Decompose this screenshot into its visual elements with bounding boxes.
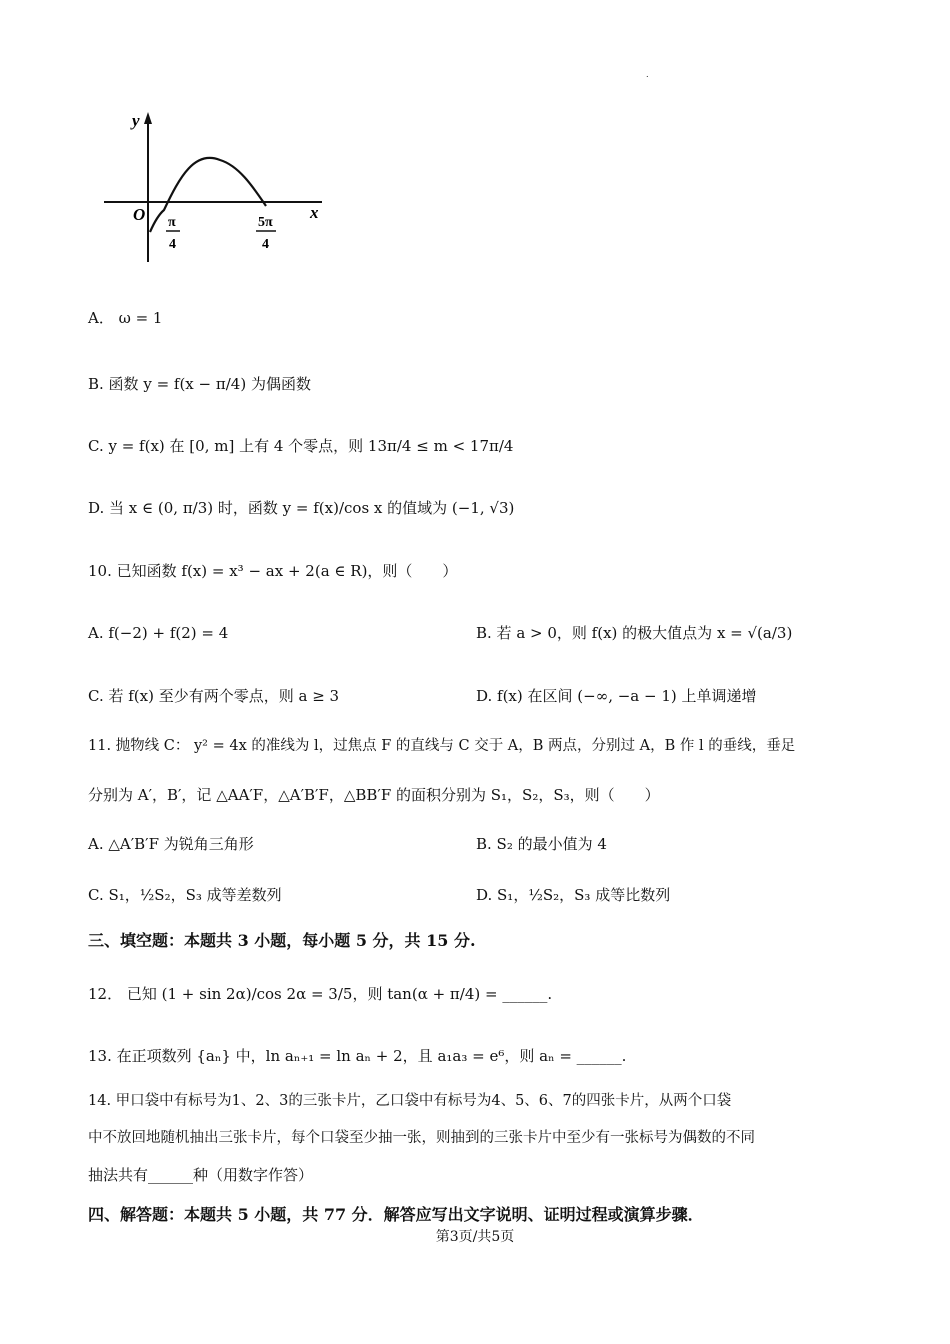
tick-pi-over-4-den: 4 [169, 237, 176, 252]
tick-pi-over-4-num: π [168, 215, 176, 230]
q11-stem-line1: 11. 抛物线 C： y² = 4x 的准线为 l，过焦点 F 的直线与 C 交于 A，B 两点，分别过 A，B 作 l 的垂线，垂足 [88, 738, 796, 754]
q9-option-c: C. y = f(x) 在 [0, m] 上有 4 个零点，则 13π/4 ≤ m < 17π/4 [88, 437, 514, 455]
tick-5pi-over-4-den: 4 [262, 237, 269, 252]
q12: 12． 已知 (1 + sin 2α)/cos 2α = 3/5，则 tan(α + π/4) = ______. [88, 985, 553, 1003]
q11-option-b: B. S₂ 的最小值为 4 [476, 835, 607, 853]
page-footer: 第3页/共5页 [435, 1229, 515, 1245]
q9-option-d: D. 当 x ∈ (0, π/3) 时，函数 y = f(x)/cos x 的值域为 (−1, √3) [88, 499, 515, 517]
sine-graph [100, 110, 340, 270]
q13: 13. 在正项数列 {aₙ} 中，ln aₙ₊₁ = ln aₙ + 2，且 a₁a₃ = e⁶，则 aₙ = ______. [88, 1047, 627, 1065]
q10-option-b: B. 若 a > 0，则 f(x) 的极大值点为 x = √(a/3) [476, 624, 793, 642]
q14-line2: 中不放回地随机抽出三张卡片，每个口袋至少抽一张，则抽到的三张卡片中至少有一张标号为偶数的不同 [88, 1130, 755, 1146]
section-4-heading: 四、解答题：本题共 5 小题，共 77 分．解答应写出文字说明、证明过程或演算步骤． [88, 1205, 704, 1224]
q9-option-a: A． ω = 1 [88, 309, 163, 327]
q9-option-b: B. 函数 y = f(x − π/4) 为偶函数 [88, 375, 311, 393]
q10-option-d: D. f(x) 在区间 (−∞, −a − 1) 上单调递增 [476, 687, 757, 705]
stray-mark: . [646, 70, 649, 79]
x-axis-label: x [310, 203, 319, 222]
section-3-heading: 三、填空题：本题共 3 小题，每小题 5 分，共 15 分. [88, 931, 476, 950]
y-axis-label: y [132, 111, 140, 130]
y-axis-arrow [144, 112, 152, 124]
q10-option-c: C. 若 f(x) 至少有两个零点，则 a ≥ 3 [88, 687, 340, 705]
q14-line1: 14. 甲口袋中有标号为1、2、3的三张卡片，乙口袋中有标号为4、5、6、7的四张卡片，从两个口袋 [88, 1093, 732, 1109]
q11-stem-line2: 分别为 A′，B′，记 △AA′F，△A′B′F，△BB′F 的面积分别为 S₁，S₂，S₃，则（ ） [88, 786, 660, 804]
origin-label: O [133, 205, 146, 224]
q11-option-d: D. S₁，½S₂，S₃ 成等比数列 [476, 886, 671, 904]
tick-5pi-over-4-num: 5π [258, 215, 273, 230]
q11-option-c: C. S₁，½S₂，S₃ 成等差数列 [88, 886, 282, 904]
q10-stem: 10. 已知函数 f(x) = x³ − ax + 2(a ∈ R)，则（ ） [88, 562, 458, 580]
q11-option-a: A. △A′B′F 为锐角三角形 [88, 835, 254, 853]
q10-option-a: A. f(−2) + f(2) = 4 [88, 624, 229, 642]
q14-line3: 抽法共有______种（用数字作答） [88, 1166, 314, 1184]
